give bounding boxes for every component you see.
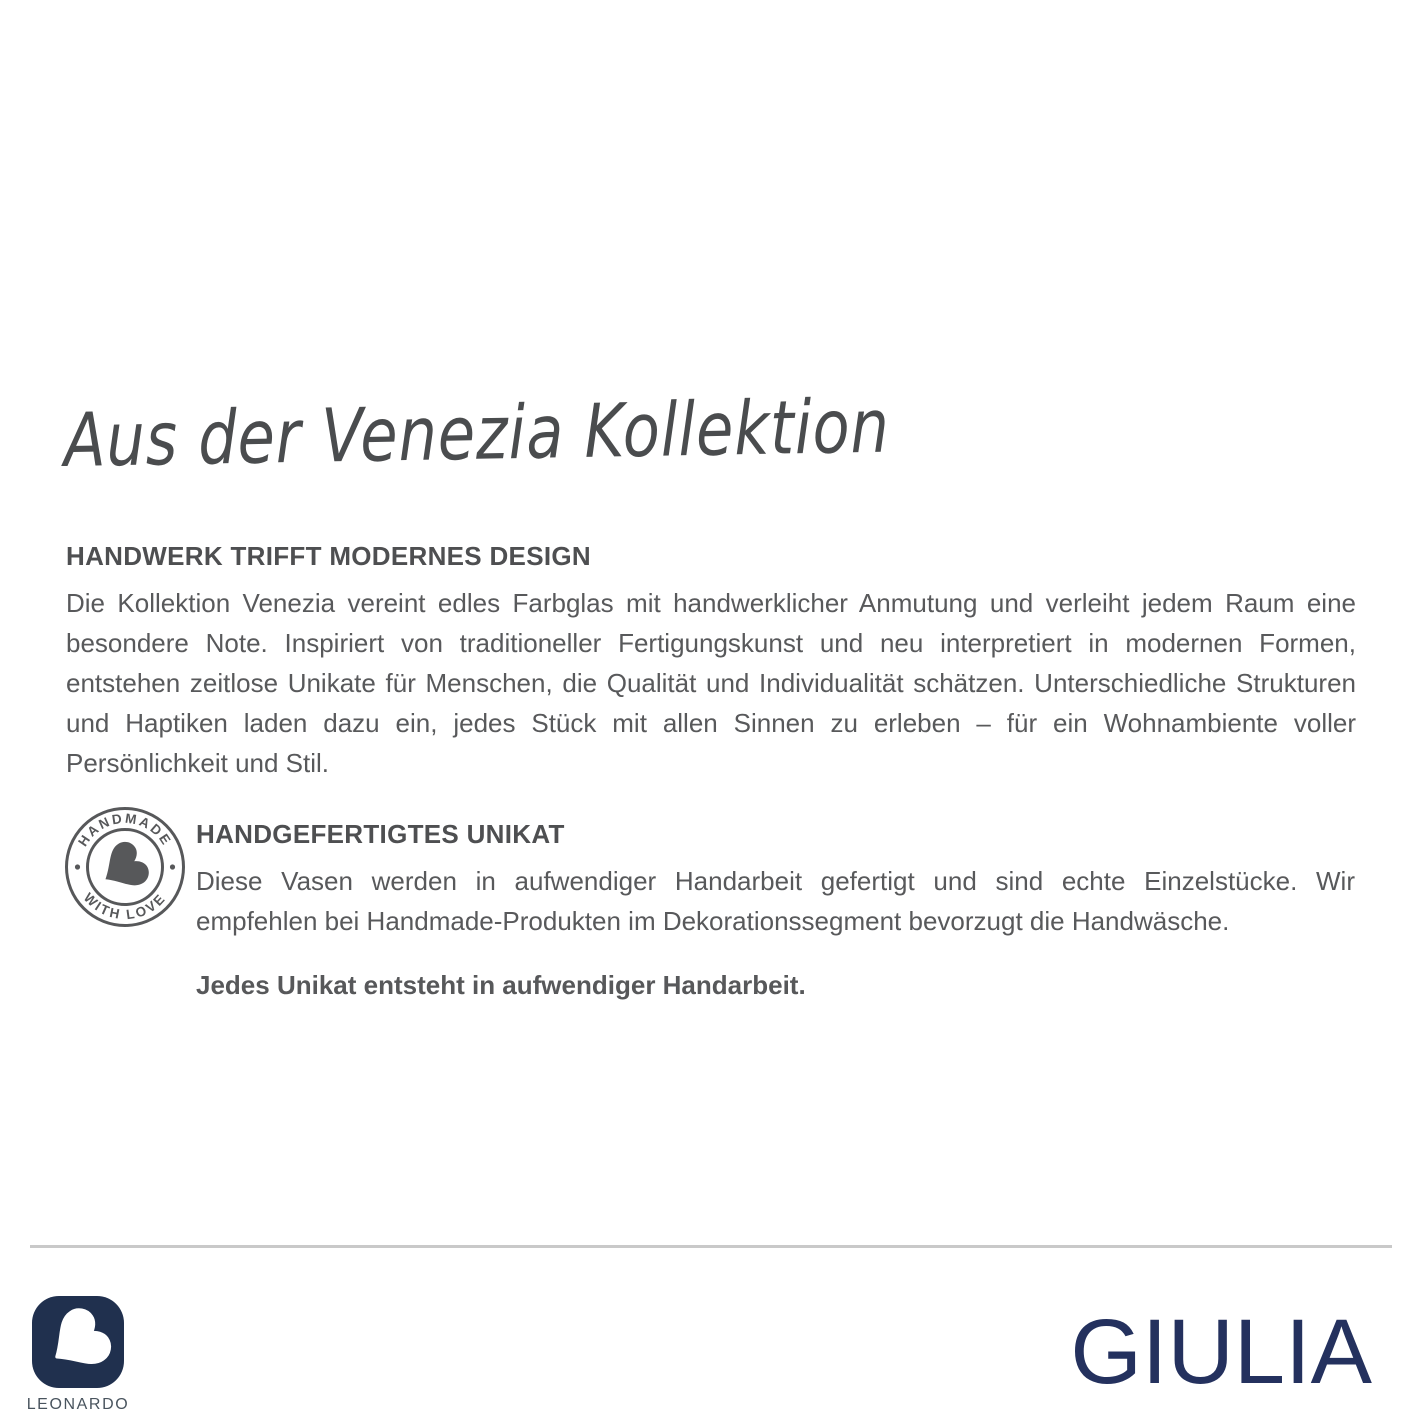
handmade-badge <box>64 806 186 928</box>
heart-icon <box>38 1301 118 1382</box>
section1-body: Die Kollektion Venezia vereint edles Farbglas mit handwerklicher Anmutung und verleiht jedem Raum eine besondere Note. Inspiriert von traditioneller Fertigungskunst und neu interpretiert in modernen Formen, entstehen zeitlose Unikate für Menschen, die Qualität und Individualität schätzen. Unterschiedliche Strukturen und Haptiken laden dazu ein, jedes Stück mit allen Sinnen zu erleben – für ein Wohnambiente voller Persönlichkeit und Stil. <box>66 588 1356 778</box>
badge-top-text: HANDMADE <box>75 810 175 850</box>
collection-title: Aus der Venezia Kollektion <box>63 383 891 484</box>
section-craft-design <box>66 540 1356 783</box>
badge-right-dot <box>170 864 175 869</box>
section2-heading: HANDGEFERTIGTES UNIKAT <box>196 819 565 849</box>
section-handmade-unikat <box>196 818 1355 1002</box>
leonardo-logo <box>32 1296 124 1388</box>
section1-heading: HANDWERK TRIFFT MODERNES DESIGN <box>66 541 591 571</box>
section2-body: Diese Vasen werden in aufwendiger Handarbeit gefertigt und sind echte Einzelstücke. Wir empfehlen bei Handmade-Produkten im Dekorationssegment bevorzugt die Handwäsche. <box>196 866 1355 936</box>
product-name: GIULIA <box>1070 1301 1372 1403</box>
footer-divider <box>30 1245 1392 1248</box>
section2-emphasis: Jedes Unikat entsteht in aufwendiger Handarbeit. <box>196 970 806 1000</box>
badge-left-dot <box>75 864 80 869</box>
badge-bottom-text: WITH LOVE <box>80 889 170 923</box>
heart-icon <box>93 837 153 899</box>
brand-wordmark: LEONARDO <box>26 1396 130 1413</box>
